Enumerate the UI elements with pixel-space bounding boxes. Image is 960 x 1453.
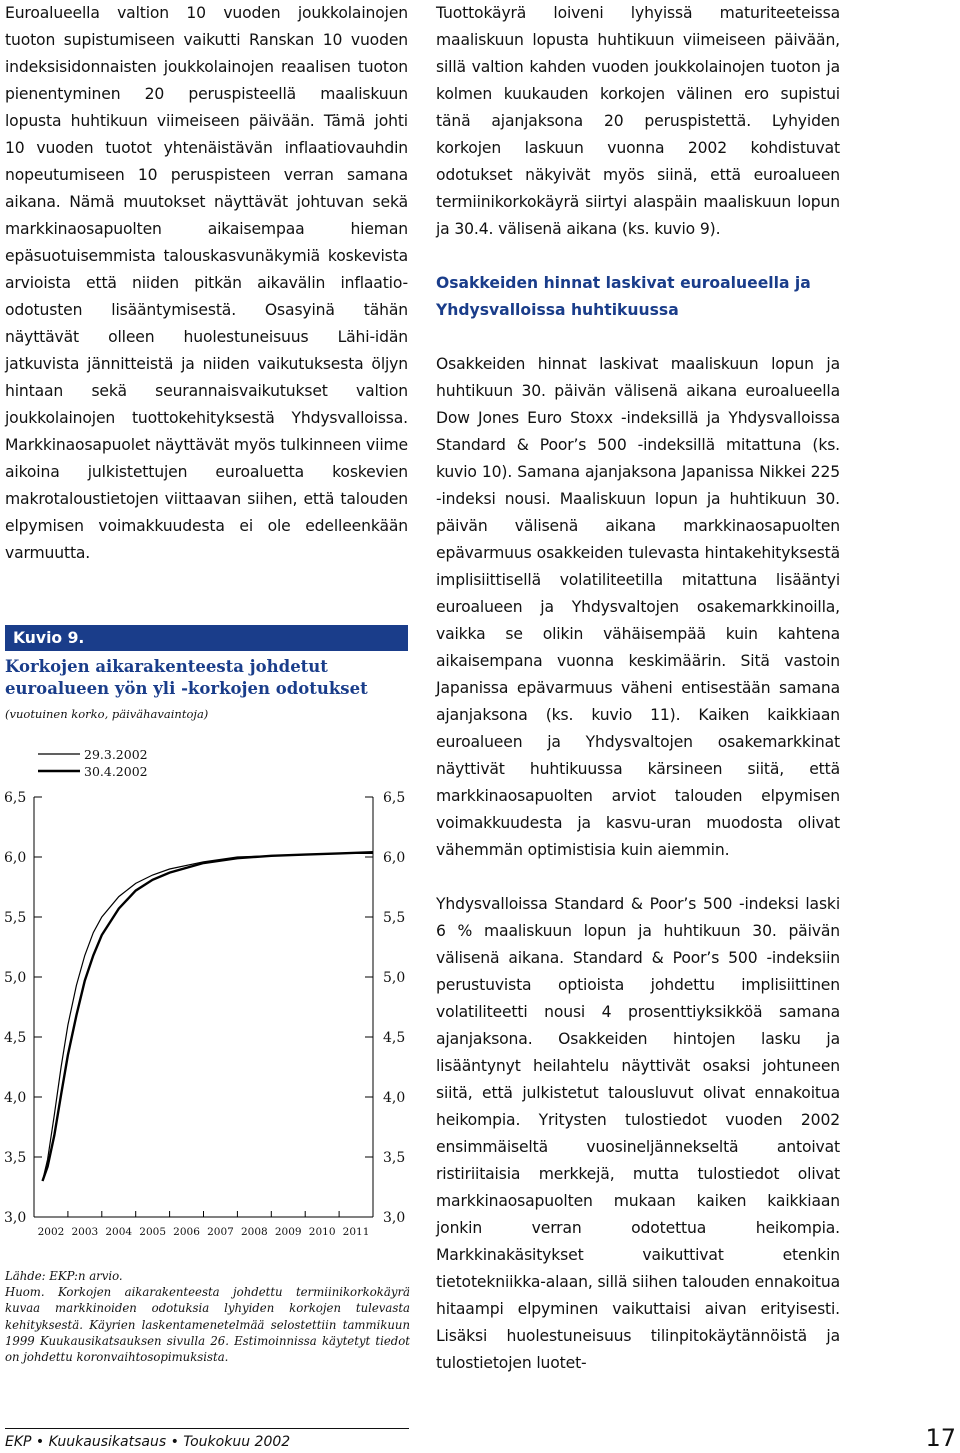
- x-tick-label: 2011: [342, 1226, 370, 1238]
- y-tick-label-right: 6,0: [383, 850, 406, 866]
- series-line: [43, 853, 374, 1181]
- x-tick-label: 2010: [308, 1226, 336, 1238]
- x-tick-label: 2002: [37, 1226, 65, 1238]
- body-paragraph: Yhdysvalloissa Standard & Poor’s 500 -indeksi laski 6 % maaliskuun lopun ja huhtikuun 30. päivän välisenä aikana. Standard & Poor’s 500 -indeksiin perustuvista optioista johdettu implisiittinen volatiliteetti nousi 4 prosenttiyksikköä samana ajanjaksona. Osakkeiden hintojen lasku ja lisääntynyt heilahtelu näyttivät osaksi johtuneen siitä, että julkistetut talousluvut olivat ennakoitua heikompia. Yritysten tulostiedot vuoden 2002 ensimmäiseltä vuosineljännekseltä antoivat ristiriitaisia merkkejä, mutta tulostiedot olivat markkinaosapuolten mukaan kaiken kaikkiaan jonkin verran odotettua heikompia. Markkinakäsitykset vaikuttivat etenkin tietotekniikka-alaan, sillä siihen talouden ennakoitua hitaampi elpyminen vaikuttaisi aivan erityisesti. Lisäksi huolestuneisuus tilinpitokäytännöistä ja tulostietojen luotet-: [436, 895, 840, 1372]
- figure-subtitle: (vuotuinen korko, päivähavaintoja): [5, 707, 209, 721]
- y-tick-label-right: 5,5: [383, 910, 406, 926]
- y-tick-label-left: 5,0: [4, 970, 27, 986]
- note-label: Huom.: [5, 1285, 45, 1300]
- y-tick-label-right: 3,5: [383, 1150, 406, 1166]
- note-text: Korkojen aikarakenteesta johdettu termiinikorkokäyrä kuvaa markkinoiden odotuksia lyhyiden korkojen tulevasta kehityksestä. Käyrien laskentamenetelmää selostettiin tammikuun 1999 Kuukausikatsauksen sivulla 26. Estimoinnissa käytetyt tiedot on johdettu koronvaihtosopimuksista.: [5, 1285, 410, 1365]
- y-tick-label-right: 3,0: [383, 1210, 406, 1226]
- y-tick-label-left: 4,5: [4, 1030, 27, 1046]
- x-tick-label: 2003: [71, 1226, 99, 1238]
- x-tick-label: 2008: [240, 1226, 268, 1238]
- figure-source: Lähde: EKP:n arvio.: [5, 1269, 123, 1283]
- y-tick-label-right: 6,5: [383, 790, 406, 806]
- body-paragraph: Euroalueella valtion 10 vuoden joukkolainojen tuoton supistumiseen vaikutti Ranskan 10 vuoden indeksisidonnaisten joukkolainojen reaalisen tuoton pienentyminen 20 peruspisteellä maaliskuun lopusta huhtikuun viimeiseen päivään. Tämä johti 10 vuoden tuotot yhtenäistävän inflaatiovauhdin nopeutumiseen 10 peruspisteen verran samana aikana. Nämä muutokset näyttävät johtuvan sekä markkinaosapuolten aikaisempaa hieman epäsuotuisemmista talouskasvunäkymiä koskevista arvioista että niiden pitkän aikavälin inflaatio-odotusten lisääntymisestä. Osasyinä tähän näyttävät olleen huolestuneisuus Lähi-idän jatkuvista jännitteistä ja niiden vaikutuksesta öljyn hintaan sekä seurannaisvaikutukset valtion joukkolainojen tuottokehityksestä Yhdysvalloissa. Markkinaosapuolet näyttävät myös tulkinneen viime aikoina julkistettujen euroaluetta koskevien makrotaloustietojen viittaavan siihen, että talouden elpymisen voimakkuudesta ei ole edelleenkään varmuutta.: [5, 4, 408, 562]
- page-number: 17: [925, 1424, 956, 1452]
- y-tick-label-left: 3,5: [4, 1150, 27, 1166]
- legend-label: 29.3.2002: [84, 747, 148, 762]
- y-tick-label-left: 6,5: [4, 790, 27, 806]
- x-tick-label: 2004: [105, 1226, 133, 1238]
- body-paragraph: Tuottokäyrä loiveni lyhyissä maturiteeteissa maaliskuun lopusta huhtikuun viimeiseen päivään, sillä valtion kahden vuoden joukkolainojen tuoton ja kolmen kuukauden korkojen välinen ero supistui tänä ajanjaksona 20 peruspistettä. Lyhyiden korkojen laskuun vuonna 2002 kohdistuvat odotukset näkyivät myös siinä, että euroalueen termiinikorkokäyrä siirtyi alaspäin maaliskuun lopun ja 30.4. välisenä aikana (ks. kuvio 9).: [436, 4, 840, 238]
- y-tick-label-right: 4,0: [383, 1090, 406, 1106]
- y-tick-label-right: 5,0: [383, 970, 406, 986]
- x-tick-label: 2009: [274, 1226, 302, 1238]
- x-tick-label: 2005: [139, 1226, 167, 1238]
- figure-notes: [5, 1268, 410, 1365]
- x-tick-label: 2007: [207, 1226, 234, 1238]
- y-tick-label-left: 6,0: [4, 850, 27, 866]
- section-heading: Osakkeiden hinnat laskivat euroalueella ja Yhdysvalloissa huhtikuussa: [436, 274, 811, 319]
- y-tick-label-left: 5,5: [4, 910, 27, 926]
- figure-label-bar: Kuvio 9.: [5, 625, 408, 651]
- body-paragraph: Osakkeiden hinnat laskivat maaliskuun lopun ja huhtikuun 30. päivän välisenä aikana euroalueella Dow Jones Euro Stoxx -indeksillä ja Yhdysvalloissa Standard & Poor’s 500 -indeksillä mitattuna (ks. kuvio 10). Samana ajanjaksona Japanissa Nikkei 225 -indeksi nousi. Maaliskuun lopun ja huhtikuun 30. päivän välisenä aikana markkinaosapuolten epävarmuus osakkeiden tulevasta hintakehityksestä implisiittisellä volatiliteetilla mitattuna lisääntyi euroalueen ja Yhdysvaltojen osakemarkkinoilla, vaikka se olikin vähäisempää kuin kahtena aikaisempana vuonna keskimäärin. Sitä vastoin Japanissa epävarmuus väheni entisestään samana ajanjaksona (ks. kuvio 11). Kaiken kaikkiaan euroalueen ja Yhdysvaltojen osakemarkkinat näyttivät huhtikuussa kärsineen siitä, että markkinaosapuolten arviot talouden elpymisen voimakkuudesta ja kasvu-uran muodosta olivat vähemmän optimistisia kuin aiemmin.: [436, 355, 840, 859]
- footer-publication: EKP • Kuukausikatsaus • Toukokuu 2002: [5, 1434, 291, 1450]
- figure-title: Korkojen aikarakenteesta johdetut euroalueen yön yli -korkojen odotukset: [5, 657, 368, 698]
- x-tick-label: 2006: [173, 1226, 200, 1238]
- legend-label: 30.4.2002: [84, 764, 148, 779]
- y-tick-label-left: 4,0: [4, 1090, 27, 1106]
- y-tick-label-right: 4,5: [383, 1030, 406, 1046]
- series-line: [43, 852, 374, 1181]
- y-tick-label-left: 3,0: [4, 1210, 27, 1226]
- footer-divider: [5, 1428, 409, 1429]
- figure-note: [5, 1284, 410, 1365]
